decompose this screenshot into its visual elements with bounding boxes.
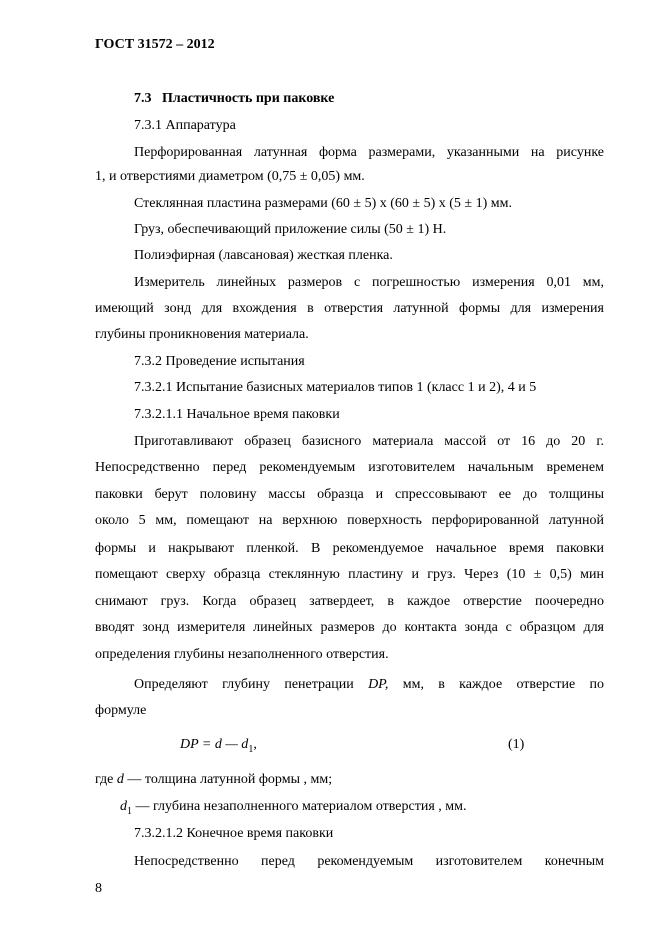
para-line: снимают груз. Когда образец затвердеет, в каждое отверстие поочередно bbox=[95, 594, 604, 609]
formula-number: (1) bbox=[508, 737, 525, 752]
depth-line2: формуле bbox=[95, 703, 147, 718]
section-number: 7.3 bbox=[134, 91, 152, 106]
where-d1-line bbox=[120, 798, 466, 821]
apparatus-p1-line1: Перфорированная латунная форма размерами, указанными на рисунке bbox=[134, 145, 604, 160]
para-line: вводят зонд измерителя линейных размеров до контакта зонда с образцом для bbox=[95, 620, 604, 635]
depth-text-before: Определяют глубину пенетрации bbox=[134, 677, 354, 692]
formula-subscript: 1 bbox=[248, 743, 254, 755]
apparatus-heading: 7.3.1 Аппаратура bbox=[134, 118, 236, 133]
last-line: Непосредственно перед рекомендуемым изготовителем конечным bbox=[134, 854, 604, 869]
depth-text-after: мм, в каждое отверстие по bbox=[402, 677, 604, 692]
para-line: паковки берут половину массы образца и спрессовывают ее до толщины bbox=[95, 487, 604, 502]
where-prefix: где bbox=[95, 772, 114, 787]
d1-text: — глубина незаполненного материалом отверстия , мм. bbox=[135, 799, 467, 814]
apparatus-p3: Груз, обеспечивающий приложение силы (50 ± 1) Н. bbox=[134, 222, 447, 237]
apparatus-p4: Полиэфирная (лавсановая) жесткая пленка. bbox=[134, 248, 393, 263]
para-line: Непосредственно перед рекомендуемым изготовителем начальным временем bbox=[95, 460, 604, 475]
page-number: 8 bbox=[95, 881, 102, 896]
para-line: определения глубины незаполненного отверстия. bbox=[95, 647, 389, 662]
test-sub2: 7.3.2.1.1 Начальное время паковки bbox=[134, 407, 340, 422]
where-var: d bbox=[116, 772, 124, 787]
depth-line1 bbox=[134, 676, 604, 694]
formula-tail: , bbox=[253, 737, 257, 752]
d1-var: d bbox=[120, 799, 127, 814]
where-d-line bbox=[95, 771, 332, 789]
para-line: Приготавливают образец базисного материала массой от 16 до 20 г. bbox=[134, 434, 604, 449]
formula bbox=[180, 736, 257, 759]
para-line: около 5 мм, помещают на верхнюю поверхность перфорированной латунной bbox=[95, 513, 604, 528]
apparatus-p5-line1: Измеритель линейных размеров с погрешностью измерения 0,01 мм, bbox=[134, 275, 604, 290]
section-title-text: Пластичность при паковке bbox=[162, 91, 335, 106]
apparatus-p2: Стеклянная пластина размерами (60 ± 5) х (60 ± 5) х (5 ± 1) мм. bbox=[134, 196, 512, 211]
para-line: помещают сверху образца стеклянную пластину и груз. Через (10 ± 0,5) мин bbox=[95, 567, 604, 582]
d1-subscript: 1 bbox=[127, 805, 132, 817]
apparatus-p1-line2: 1, и отверстиями диаметром (0,75 ± 0,05) мм. bbox=[95, 169, 365, 184]
para-line: формы и накрывают пленкой. В рекомендуемое начальное время паковки bbox=[95, 541, 604, 556]
test-sub3: 7.3.2.1.2 Конечное время паковки bbox=[134, 826, 334, 841]
test-sub1: 7.3.2.1 Испытание базисных материалов типов 1 (класс 1 и 2), 4 и 5 bbox=[134, 380, 537, 395]
apparatus-p5-line3: глубины проникновения материала. bbox=[95, 327, 309, 342]
section-title bbox=[134, 90, 334, 108]
apparatus-p5-line2: имеющий зонд для вхождения в отверстия латунной формы для измерения bbox=[95, 301, 604, 316]
where-text: — толщина латунной формы , мм; bbox=[127, 772, 333, 787]
standard-header: ГОСТ 31572 – 2012 bbox=[95, 37, 215, 52]
test-heading: 7.3.2 Проведение испытания bbox=[134, 354, 305, 369]
depth-symbol: DP, bbox=[368, 677, 389, 692]
formula-text: DP = d — d bbox=[180, 737, 249, 752]
